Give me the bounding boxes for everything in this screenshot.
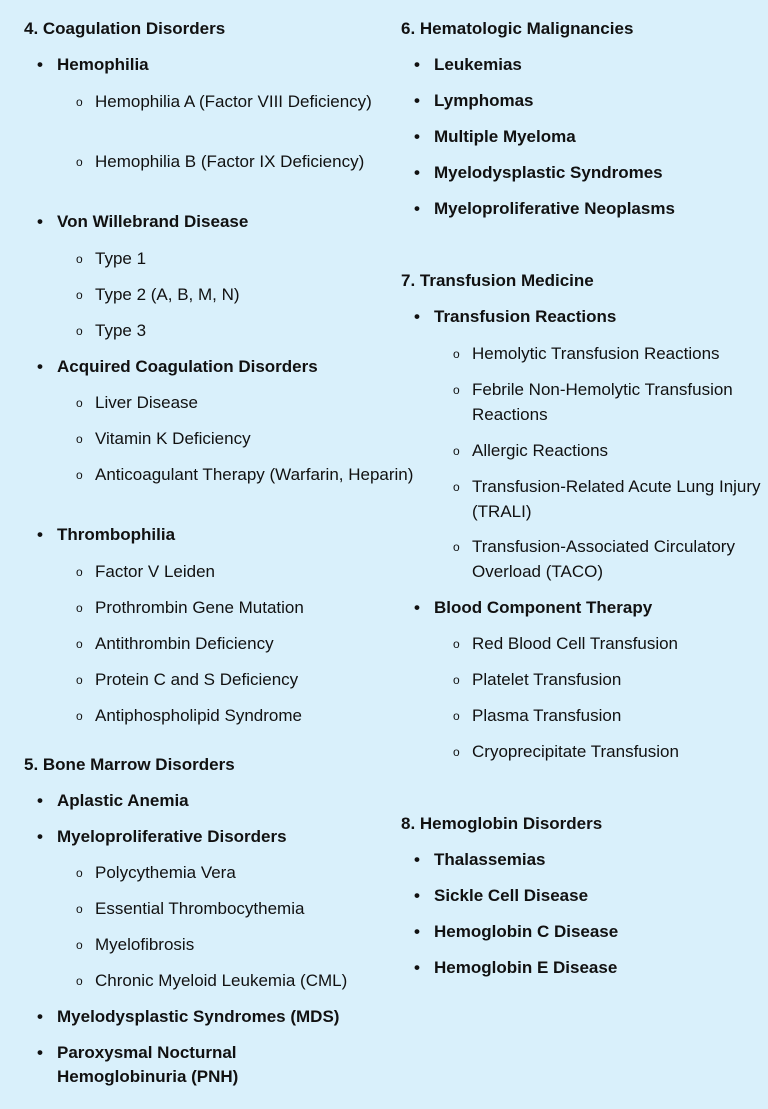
sub-item-type-3: o Type 3 [24, 318, 425, 343]
section-title-coagulation: 4. Coagulation Disorders [24, 19, 226, 38]
section-title-hematologic-malignancies: 6. Hematologic Malignancies [401, 19, 634, 38]
list-item-aplastic-anemia: • Aplastic Anemia [24, 789, 387, 813]
list-item-myeloproliferative-neoplasms: • Myeloproliferative Neoplasms [401, 197, 768, 221]
list-item-hemoglobin-c: • Hemoglobin C Disease [401, 920, 768, 944]
list-item-transfusion-reactions: • Transfusion Reactions [401, 305, 768, 329]
sub-item-prothrombin: o Prothrombin Gene Mutation [24, 595, 435, 620]
list-item-leukemias: • Leukemias [401, 53, 768, 77]
list-item-mds: • Myelodysplastic Syndromes (MDS) [24, 1005, 402, 1029]
sub-item-rbc: o Red Blood Cell Transfusion [401, 631, 768, 656]
section-title-transfusion: 7. Transfusion Medicine [401, 271, 594, 290]
section-title-bone-marrow: 5. Bone Marrow Disorders [24, 755, 235, 774]
sub-item-protein-cs: o Protein C and S Deficiency [24, 667, 435, 692]
section-title-hemoglobin: 8. Hemoglobin Disorders [401, 814, 603, 833]
list-item-multiple-myeloma: • Multiple Myeloma [401, 125, 768, 149]
list-item-hemoglobin-e: • Hemoglobin E Disease [401, 956, 768, 980]
sub-item-febrile: o Febrile Non-Hemolytic Transfusion Reactions [401, 377, 768, 427]
list-item-pnh: • Paroxysmal Nocturnal Hemoglobinuria (PNH) [24, 1041, 307, 1089]
sub-item-liver-disease: o Liver Disease [24, 390, 425, 415]
sub-item-polycythemia: o Polycythemia Vera [24, 860, 425, 885]
list-item-thrombophilia: • Thrombophilia [24, 523, 387, 547]
list-item-acquired-coagulation: • Acquired Coagulation Disorders [24, 355, 397, 379]
list-item-von-willebrand: • Von Willebrand Disease [24, 210, 387, 234]
sub-item-cryoprecipitate: o Cryoprecipitate Transfusion [401, 739, 768, 764]
sub-item-hemolytic: o Hemolytic Transfusion Reactions [401, 341, 768, 366]
sub-item-trali: o Transfusion-Related Acute Lung Injury (TRALI) [401, 474, 768, 524]
sub-item-vitamin-k: o Vitamin K Deficiency [24, 426, 425, 451]
sub-item-hemophilia-a: o Hemophilia A (Factor VIII Deficiency) [24, 89, 405, 114]
list-item-myelodysplastic: • Myelodysplastic Syndromes [401, 161, 768, 185]
sub-item-antiphospholipid: o Antiphospholipid Syndrome [24, 703, 435, 728]
list-item-hemophilia: • Hemophilia [24, 53, 387, 77]
sub-item-platelet: o Platelet Transfusion [401, 667, 768, 692]
sub-item-antithrombin: o Antithrombin Deficiency [24, 631, 435, 656]
list-item-sickle-cell: • Sickle Cell Disease [401, 884, 768, 908]
sub-item-taco: o Transfusion-Associated Circulatory Overload (TACO) [401, 534, 768, 584]
sub-item-cml: o Chronic Myeloid Leukemia (CML) [24, 968, 447, 993]
sub-item-allergic: o Allergic Reactions [401, 438, 768, 463]
list-item-myeloproliferative: • Myeloproliferative Disorders [24, 825, 387, 849]
sub-item-anticoagulant: o Anticoagulant Therapy (Warfarin, Heparin) [24, 462, 447, 487]
sub-item-myelofibrosis: o Myelofibrosis [24, 932, 425, 957]
sub-item-factor-v-leiden: o Factor V Leiden [24, 559, 425, 584]
sub-item-plasma: o Plasma Transfusion [401, 703, 768, 728]
list-item-lymphomas: • Lymphomas [401, 89, 768, 113]
sub-item-hemophilia-b: o Hemophilia B (Factor IX Deficiency) [24, 149, 405, 174]
list-item-thalassemias: • Thalassemias [401, 848, 768, 872]
sub-item-type-2: o Type 2 (A, B, M, N) [24, 282, 425, 307]
list-item-blood-component: • Blood Component Therapy [401, 596, 768, 620]
sub-item-essential-thrombocythemia: o Essential Thrombocythemia [24, 896, 435, 921]
sub-item-type-1: o Type 1 [24, 246, 425, 271]
